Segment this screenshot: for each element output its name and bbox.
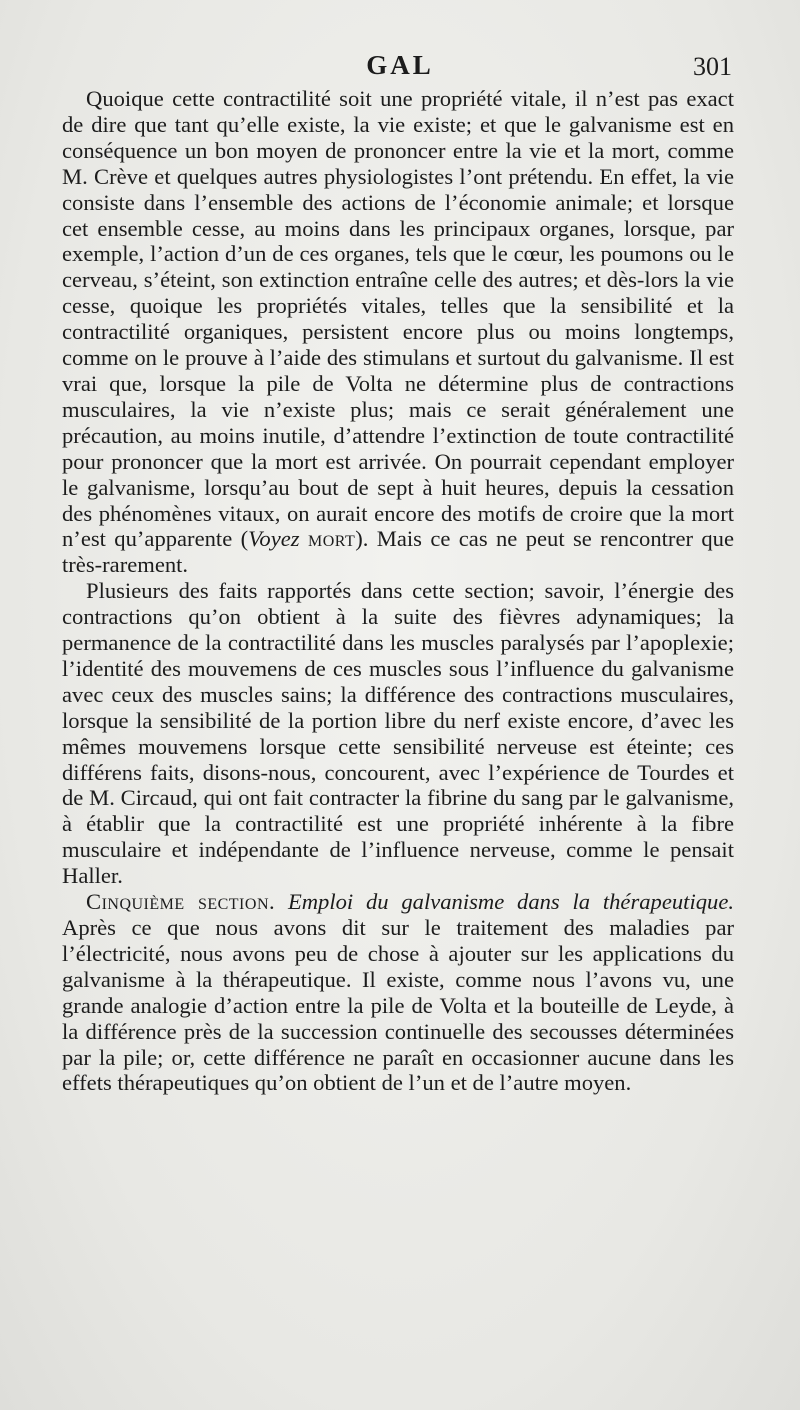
mort-reference: mort xyxy=(307,526,356,552)
paragraph-2 xyxy=(62,578,734,889)
page-header xyxy=(0,50,800,90)
section-label: Cinquième section. xyxy=(86,889,276,915)
page-number: 301 xyxy=(693,52,732,81)
paragraph-3 xyxy=(62,889,734,1096)
running-head: GAL xyxy=(366,50,434,80)
paragraph-3-text: Après ce que nous avons dit sur le traitement des maladies par l’électricité, nous avons peu de chose à ajouter sur les applications du galvanisme à la thérapeutique. Il existe, comme nous l’avons vu, une grande analogie d’action entre la pile de Volta et la bouteille de Leyde, à la différence près de la succession continuelle des secousses déterminées par la pile; or, cette différence ne paraît en occasionner aucune dans les effets thérapeutiques qu’on obtient de l’un et de l’autre moyen. xyxy=(62,915,734,1096)
voyez-reference: Voyez xyxy=(248,526,300,552)
section-title: Emploi du galvanisme dans la thérapeutique. xyxy=(287,889,735,915)
paragraph-1 xyxy=(62,86,734,578)
paragraph-2-text: Plusieurs des faits rapportés dans cette section; savoir, l’énergie des contractions qu’on obtient à la suite des fièvres adynamiques; la permanence de la contractilité dans les muscles paralysés par l’apoplexie; l’identité des mouvemens de ces muscles sous l’influence du galvanisme avec ceux des muscles sains; la différence des contractions musculaires, lorsque la sensibilité de la portion libre du nerf existe encore, d’avec les mêmes mouvemens lorsque cette sensibilité nerveuse est éteinte; ces différens faits, disons-nous, concourent, avec l’expérience de Tourdes et de M. Circaud, qui ont fait contracter la fibrine du sang par le galvanisme, à établir que la contractilité est une propriété inhérente à la fibre musculaire et indépendante de l’influence nerveuse, comme le pensait Haller. xyxy=(62,578,734,889)
body-text xyxy=(62,86,734,1096)
paragraph-1-text: Quoique cette contractilité soit une propriété vitale, il n’est pas exact de dire que tant qu’elle existe, la vie existe; et que le galvanisme est en conséquence un bon moyen de prononcer entre la vie et la mort, comme M. Crève et quelques autres physiologistes l’ont prétendu. En effet, la vie consiste dans l’ensemble des actions de l’économie animale; et lorsque cet ensemble cesse, au moins dans les principaux organes, lorsque, par exemple, l’action d’un de ces organes, tels que le cœur, les poumons ou le cerveau, s’éteint, son extinction entraîne celle des autres; et dès-lors la vie cesse, quoique les propriétés vitales, telles que la sensibilité et la contractilité organiques, persistent encore plus ou moins longtemps, comme on le prouve à l’aide des stimulans et surtout du galvanisme. Il est vrai que, lorsque la pile de Volta ne détermine plus de contractions musculaires, la vie n’existe plus; mais ce serait généralement une précaution, au moins inutile, d’attendre l’extinction de toute contractilité pour prononcer que la mort est arrivée. On pourrait cependant employer le galvanisme, lorsqu’au bout de sept à huit heures, depuis la cessation des phénomènes vitaux, on aurait encore des motifs de croire que la mort n’est qu’apparente ( xyxy=(62,86,734,552)
paragraph-1-text-end: ). Mais ce cas ne peut se rencontrer que très-rarement. xyxy=(62,526,734,578)
